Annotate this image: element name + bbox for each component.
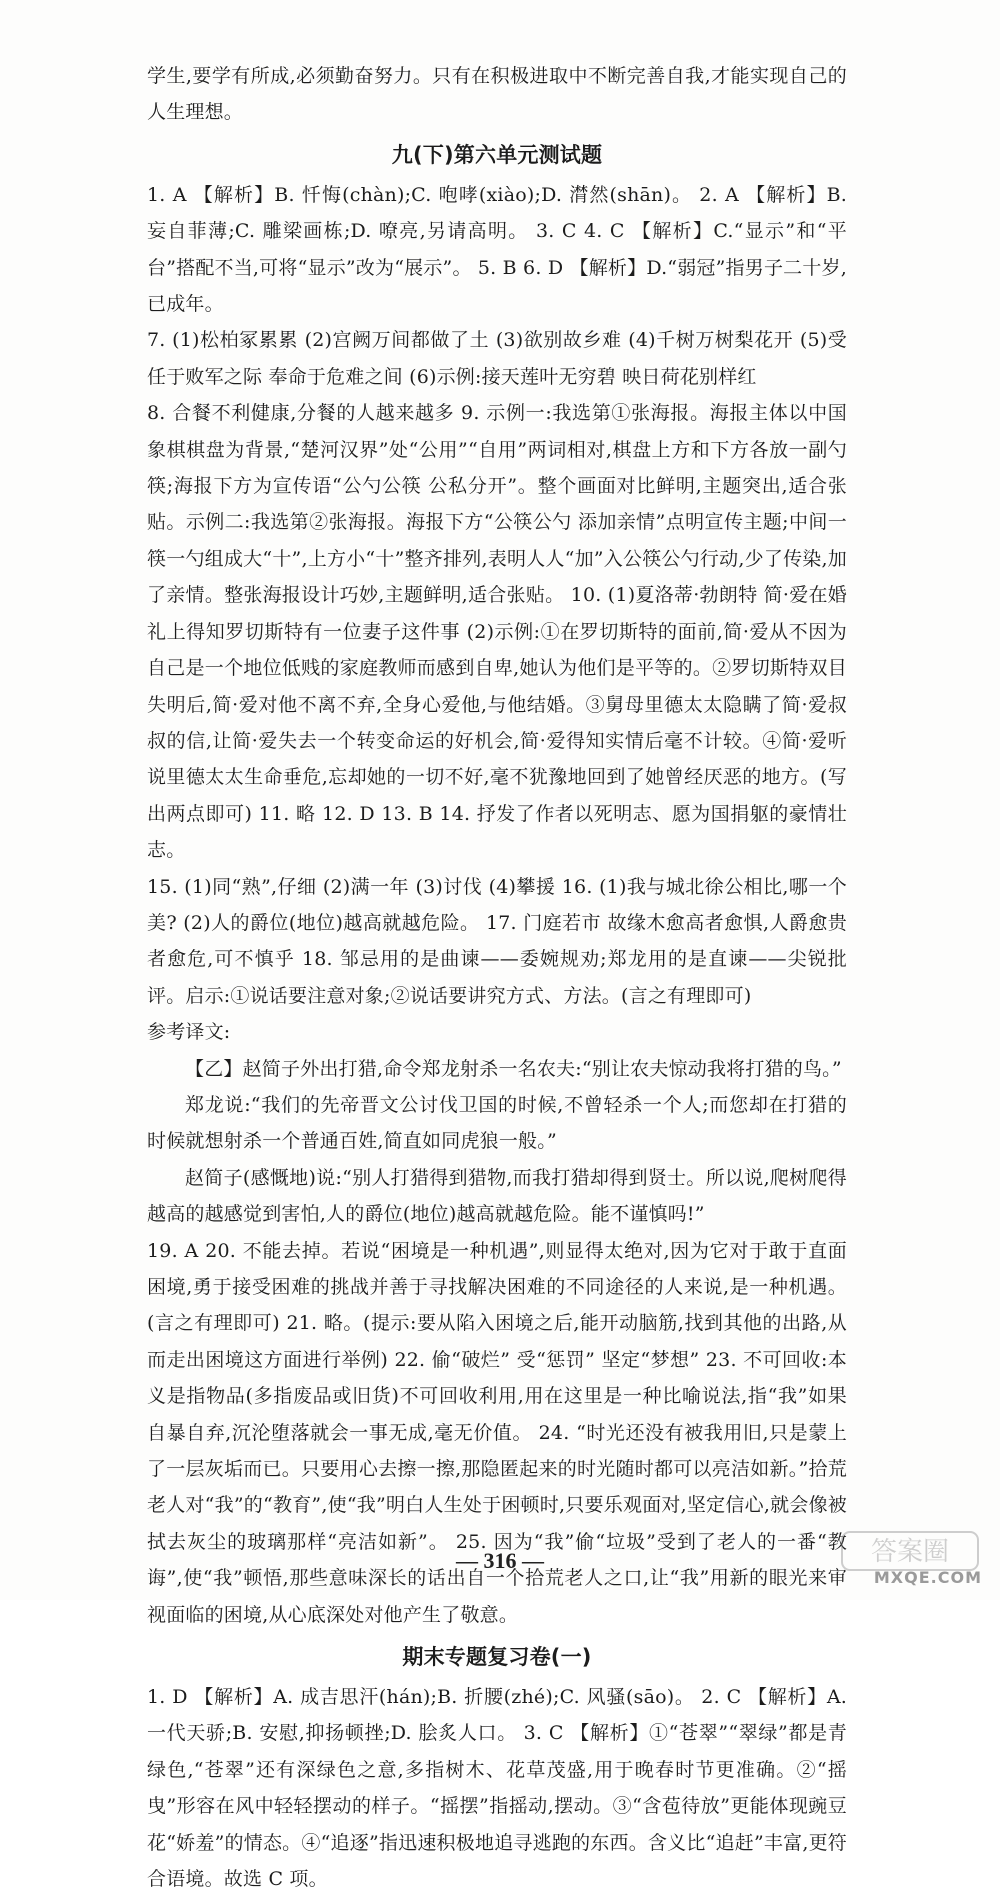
translation-paragraph-2: 郑龙说:“我们的先帝晋文公讨伐卫国的时候,不曾轻杀一个人;而您却在打猎的时候就想射杀一个普通百姓,简直如同虎狼一般。” <box>147 1093 847 1153</box>
watermark-logo-text: 答案圈 <box>870 1537 950 1567</box>
section-title-final-review: 期末专题复习卷(一) <box>402 1645 592 1670</box>
answers-review-1-3: 1. D 【解析】A. 成吉思汗(hán);B. 折腰(zhé);C. 风骚(sāo)。 2. C 【解析】A. 一代天骄;B. 安慰,抑扬顿挫;D. 脍炙人口。 3. C 【解析】①“苍翠”“翠绿”都是青绿色,“苍翠”还有深绿色之意,多指树木、花草茂盛,用于晚春时节更准确。②“摇曳”形容在风中轻轻摆动的样子。“摇摆”指摇动,摆动。③“含苞待放”更能体现豌豆花“娇羞”的情态。④“追逐”指迅速积极地追寻逃跑的东西。含义比“追赶”丰富,更符合语境。故选 C 项。 <box>147 1686 847 1891</box>
intro-paragraph: 学生,要学有所成,必须勤奋努力。只有在积极进取中不断完善自我,才能实现自己的人生理想。 <box>147 65 847 124</box>
watermark-site: MXQE.COM <box>873 1568 982 1587</box>
answers-7: 7. (1)松柏冢累累 (2)宫阙万间都做了土 (3)欲别故乡难 (4)千树万树梨花开 (5)受任于败军之际 奉命于危难之间 (6)示例:接天莲叶无穷碧 映日荷花别样红 <box>147 329 847 388</box>
answers-1-6: 1. A 【解析】B. 忏悔(chàn);C. 咆哮(xiào);D. 潸然(shān)。 2. A 【解析】B. 妄自菲薄;C. 雕梁画栋;D. 嘹亮,另请高明。 3. C 4. C 【解析】C.“显示”和“平台”搭配不当,可将“显示”改为“展示”。 5. B 6. D 【解析】D.“弱冠”指男子二十岁,已成年。 <box>147 183 847 316</box>
answers-8-14: 8. 合餐不利健康,分餐的人越来越多 9. 示例一:我选第①张海报。海报主体以中国象棋棋盘为背景,“楚河汉界”处“公用”“自用”两词相对,棋盘上方和下方各放一副勺筷;海报下方为宣传语“公勺公筷 公私分开”。整个画面对比鲜明,主题突出,适合张贴。示例二:我选第②张海报。海报下方“公筷公勺 添加亲情”点明宣传主题;中间一筷一勺组成大“十”,上方小“十”整齐排列,表明人人“加”入公筷公勺行动,少了传染,加了亲情。整张海报设计巧妙,主题鲜明,适合张贴。 10. (1)夏洛蒂·勃朗特 简·爱在婚礼上得知罗切斯特有一位妻子这件事 (2)示例:①在罗切斯特的面前,简·爱从不因为自己是一个地位低贱的家庭教师而感到自卑,她认为他们是平等的。②罗切斯特双目失明后,简·爱对他不离不弃,全身心爱他,与他结婚。③舅母里德太太隐瞒了简·爱叔叔的信,让简·爱失去一个转变命运的好机会,简·爱得知实情后毫不计较。④简·爱听说里德太太生命垂危,忘却她的一切不好,毫不犹豫地回到了她曾经厌恶的地方。(写出两点即可) 11. 略 12. D 13. B 14. 抒发了作者以死明志、愿为国捐躯的豪情壮志。 <box>147 402 847 862</box>
answers-19-25: 19. A 20. 不能去掉。若说“困境是一种机遇”,则显得太绝对,因为它对于敢于直面困境,勇于接受困难的挑战并善于寻找解决困难的不同途径的人来说,是一种机遇。(言之有理即可) 21. 略。(提示:要从陷入困境之后,能开动脑筋,找到其他的出路,从而走出困境这方面进行举例) 22. 偷“破烂” 受“惩罚” 坚定“梦想” 23. 不可回收:本义是指物品(多指废品或旧货)不可回收利用,用在这里是一种比喻说法,指“我”如果自暴自弃,沉沦堕落就会一事无成,毫无价值。 24. “时光还没有被我用旧,只是蒙上了一层灰垢而已。只要用心去擦一擦,那隐匿起来的时光随时都可以亮洁如新。”拾荒老人对“我”的“教育”,使“我”明白人生处于困顿时,只要乐观面对,坚定信心,就会像被拭去灰尘的玻璃那样“亮洁如新”。 25. 因为“我”偷“垃圾”受到了老人的一番“教诲”,使“我”顿悟,那些意味深长的话出自一个拾荒老人之口,让“我”用新的眼光来审视面临的困境,从心底深处对他产生了敬意。 <box>147 1239 847 1626</box>
translation-paragraph-3: 赵简子(感慨地)说:“别人打猎得到猎物,而我打猎却得到贤士。所以说,爬树爬得越高的越感觉到害怕,人的爵位(地位)越高就越危险。能不谨慎吗!” <box>147 1166 847 1226</box>
reference-translation-label: 参考译文: <box>147 1021 231 1044</box>
page-number: — 316 — <box>456 1548 544 1573</box>
answer-content <box>147 58 847 1898</box>
translation-paragraph-1: 【乙】赵简子外出打猎,命令郑龙射杀一名农夫:“别让农夫惊动我将打猎的鸟。” <box>185 1057 842 1080</box>
section-title-unit6: 九(下)第六单元测试题 <box>391 142 603 167</box>
answers-15-18: 15. (1)同“熟”,仔细 (2)满一年 (3)讨伐 (4)攀援 16. (1)我与城北徐公相比,哪一个美? (2)人的爵位(地位)越高就越危险。 17. 门庭若市 故缘木愈高者愈惧,人爵愈贵者愈危,可不慎乎 18. 邹忌用的是曲谏——委婉规劝;郑龙用的是直谏——尖锐批评。启示:①说话要注意对象;②说话要讲究方式、方法。(言之有理即可) <box>147 875 847 1007</box>
